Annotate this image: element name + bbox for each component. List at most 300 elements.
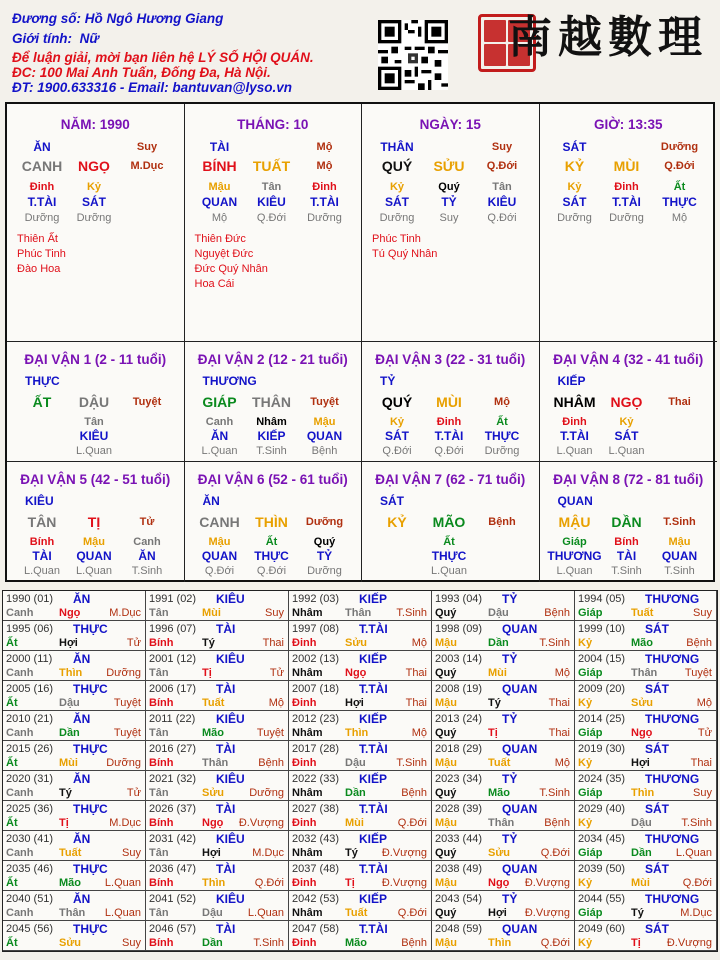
hidden-god: SÁT (82, 195, 106, 209)
year-cell (3, 891, 146, 921)
year-label: 2043 (54) (435, 893, 483, 905)
star-note: Phúc Tinh (17, 248, 66, 260)
year-god: KIÊU (216, 712, 245, 726)
year-label: 2026 (37) (149, 803, 197, 815)
hidden-god: THỰC (662, 195, 697, 209)
year-branch: Mão (59, 877, 81, 889)
dai-van-title: ĐẠI VẬN 1 (2 - 11 tuổi) (24, 352, 167, 367)
hidden-god: QUAN (76, 549, 112, 563)
hidden-god: QUAN (201, 549, 238, 563)
year-label: 1999 (10) (578, 623, 626, 635)
year-cell (3, 771, 146, 801)
dai-van-title: ĐẠI VẬN 2 (12 - 21 tuổi) (197, 352, 348, 367)
year-stem: Bính (149, 937, 174, 949)
name-label: Đương số: (12, 11, 81, 26)
year-phase: Tuyệt (113, 697, 141, 709)
year-stem: Nhâm (292, 787, 323, 799)
dai-van-phase: Thai (668, 396, 691, 408)
year-branch: Tị (631, 937, 641, 949)
year-cell (432, 711, 575, 741)
year-god: KIÊU (216, 592, 245, 606)
year-stem: Đinh (292, 757, 317, 769)
hidden-phase: Q.Đới (256, 212, 287, 224)
hidden-god: KIÊU (79, 429, 109, 443)
hidden-god: THƯƠNG (547, 549, 602, 563)
year-cell (432, 681, 575, 711)
year-branch: Mùi (345, 817, 364, 829)
hidden-god: SÁT (614, 429, 639, 443)
hidden-god: TỶ (441, 195, 457, 209)
year-cell (575, 621, 717, 651)
year-god: SÁT (645, 682, 669, 696)
year-phase: Thai (548, 727, 570, 739)
pillar-stem: CANH (21, 158, 63, 174)
year-stem: Bính (149, 697, 174, 709)
star-note: Đào Hoa (17, 263, 61, 275)
year-stem: Nhâm (292, 667, 323, 679)
year-god: T.TÀI (359, 862, 388, 876)
year-branch: Tuất (345, 907, 368, 919)
year-god: TỶ (502, 712, 518, 726)
year-branch: Tý (202, 637, 215, 649)
dai-van-stem: TÂN (27, 514, 57, 530)
hidden-phase: Q.Đới (434, 445, 464, 457)
year-branch: Ngọ (345, 667, 367, 679)
hidden-phase: T.Sinh (664, 565, 695, 577)
hidden-stem: Tân (492, 181, 512, 193)
year-phase: Q.Đới (540, 847, 570, 859)
year-god: THỰC (73, 802, 108, 816)
dai-van-phase: Dưỡng (305, 516, 344, 528)
year-branch: Tị (59, 817, 69, 829)
year-phase: T.Sinh (539, 787, 570, 799)
year-label: 1998 (09) (435, 623, 483, 635)
year-phase: T.Sinh (396, 607, 427, 619)
year-stem: Canh (6, 667, 34, 679)
year-stem: Tân (149, 607, 169, 619)
year-stem: Nhâm (292, 607, 323, 619)
year-label: 2009 (20) (578, 683, 626, 695)
year-stem: Quý (435, 907, 457, 919)
year-phase: Bệnh (686, 637, 712, 649)
year-cell (3, 741, 146, 771)
year-branch: Mùi (488, 667, 507, 679)
year-branch: Tý (59, 787, 72, 799)
year-stem: Tân (149, 787, 169, 799)
dai-van-phase: Tuyệt (310, 396, 339, 408)
year-phase: M.Dục (252, 847, 284, 859)
hidden-stem: Mậu (668, 536, 691, 548)
year-phase: Bệnh (401, 787, 427, 799)
year-phase: Đ.Vượng (524, 907, 570, 919)
year-phase: Đ.Vượng (238, 817, 284, 829)
year-phase: Đ.Vượng (524, 877, 570, 889)
year-stem: Ất (6, 697, 18, 709)
year-label: 2002 (13) (292, 653, 340, 665)
year-label: 2031 (42) (149, 833, 197, 845)
year-phase: Suy (693, 787, 712, 799)
year-phase: Suy (122, 937, 141, 949)
pillar-title: NGÀY: 15 (419, 117, 481, 132)
dai-van-god: ĂN (202, 494, 220, 508)
year-stem: Kỷ (578, 697, 593, 709)
year-god: KIÊU (216, 832, 245, 846)
year-phase: Đ.Vượng (381, 847, 427, 859)
year-phase: Thai (405, 697, 427, 709)
year-god: THỰC (73, 862, 108, 876)
year-cell (432, 891, 575, 921)
star-note: Hoa Cái (194, 278, 235, 290)
brand-logo-text: 南越數理 (508, 12, 708, 63)
year-cell (575, 651, 717, 681)
year-god: QUAN (502, 682, 538, 696)
year-stem: Tân (149, 727, 169, 739)
dai-van-god: KIẾP (557, 374, 586, 388)
hidden-stem: Giáp (562, 536, 587, 548)
pillar-branch: TUẤT (252, 158, 291, 174)
pillar-star: Suy (136, 141, 158, 153)
hidden-phase: L.Quan (201, 445, 238, 457)
year-branch: Thân (59, 907, 86, 919)
year-branch: Ngọ (488, 877, 510, 889)
year-stem: Quý (435, 667, 457, 679)
hidden-god: SÁT (562, 195, 587, 209)
year-label: 2007 (18) (292, 683, 340, 695)
hidden-phase: Q.Đới (382, 445, 412, 457)
hidden-god: T.TÀI (434, 429, 464, 443)
year-branch: Thân (488, 817, 515, 829)
consult-text: Để luận giải, mời bạn liên hệ LÝ SỐ HỘI QUÁN. (12, 50, 314, 65)
year-label: 2039 (50) (578, 863, 626, 875)
dai-van-god: KIÊU (25, 494, 54, 508)
year-label: 2048 (59) (435, 923, 483, 935)
hidden-god: SÁT (385, 429, 409, 443)
year-god: SÁT (645, 622, 669, 636)
year-cell (3, 711, 146, 741)
year-phase: Tử (269, 667, 284, 679)
star-note: Thiên Đức (194, 233, 246, 245)
year-phase: Dưỡng (106, 757, 141, 769)
dai-van-stem: KỶ (387, 514, 407, 530)
dai-van-title: ĐẠI VẬN 3 (22 - 31 tuổi) (375, 352, 526, 367)
year-phase: Thai (548, 697, 570, 709)
year-branch: Dậu (345, 757, 366, 769)
year-label: 2036 (47) (149, 863, 197, 875)
year-cell (575, 591, 717, 621)
year-cell (575, 711, 717, 741)
year-label: 2000 (11) (6, 653, 53, 665)
hidden-god: THỰC (254, 549, 289, 563)
hidden-god: KIẾP (257, 429, 286, 443)
hidden-god: QUAN (201, 195, 238, 209)
year-label: 2019 (30) (578, 743, 626, 755)
year-god: QUAN (502, 742, 538, 756)
year-branch: Thân (202, 757, 229, 769)
dai-van-cell (540, 342, 718, 462)
year-label: 2018 (29) (435, 743, 483, 755)
year-god: QUAN (502, 922, 538, 936)
star-note: Nguyệt Đức (194, 248, 254, 260)
year-phase: T.Sinh (396, 757, 427, 769)
star-note: Đức Quý Nhân (194, 263, 268, 275)
hidden-stem: Canh (133, 536, 161, 548)
year-branch: Tý (631, 907, 644, 919)
dai-van-phase: Mộ (494, 396, 510, 408)
year-phase: Bệnh (544, 817, 570, 829)
year-label: 2004 (15) (578, 653, 626, 665)
year-cell (289, 921, 432, 951)
year-god: TỶ (502, 832, 518, 846)
year-phase: T.Sinh (681, 817, 712, 829)
year-label: 2037 (48) (292, 863, 340, 875)
year-label: 2049 (60) (578, 923, 626, 935)
hidden-god: SÁT (385, 195, 409, 209)
year-cell (146, 831, 289, 861)
dai-van-stem: GIÁP (202, 394, 237, 410)
year-branch: Sửu (345, 637, 368, 649)
year-god: ĂN (73, 652, 91, 666)
year-stem: Canh (6, 847, 34, 859)
year-god: KIẾP (359, 652, 388, 666)
year-stem: Đinh (292, 637, 317, 649)
dai-van-cell (185, 462, 363, 582)
year-stem: Ất (6, 877, 18, 889)
year-label: 2017 (28) (292, 743, 340, 755)
pillar-cell (540, 104, 718, 342)
year-phase: Tuyệt (684, 667, 712, 679)
year-branch: Hợi (59, 637, 78, 649)
year-stem: Kỷ (578, 637, 593, 649)
pillar-stem: BÍNH (202, 158, 237, 174)
pillar-god: SÁT (562, 140, 587, 154)
dai-van-title: ĐẠI VẬN 7 (62 - 71 tuổi) (375, 472, 526, 487)
pillar-cell (362, 104, 540, 342)
year-phase: Bệnh (258, 757, 284, 769)
year-branch: Sửu (59, 937, 82, 949)
year-god: TÀI (216, 802, 236, 816)
dai-van-branch: NGỌ (610, 394, 643, 410)
dai-van-branch: DẬU (78, 394, 110, 410)
year-god: KIẾP (359, 592, 388, 606)
year-stem: Bính (149, 877, 174, 889)
year-branch: Sửu (631, 697, 654, 709)
year-phase: Suy (693, 607, 712, 619)
year-branch: Thìn (631, 787, 655, 799)
year-phase: Mộ (268, 697, 284, 709)
year-stem: Mậu (435, 757, 457, 769)
hidden-phase: L.Quan (556, 445, 593, 457)
hidden-phase: Dưỡng (307, 565, 342, 577)
dai-van-god: QUAN (557, 494, 593, 508)
hidden-phase: Suy (439, 212, 459, 224)
year-god: TỶ (502, 772, 518, 786)
dai-van-cell (185, 342, 363, 462)
year-label: 2014 (25) (578, 713, 626, 725)
year-cell (432, 771, 575, 801)
year-god: ĂN (73, 592, 91, 606)
year-phase: Q.Đới (682, 877, 712, 889)
pillar-star: Dưỡng (660, 141, 699, 153)
year-label: 2023 (34) (435, 773, 483, 785)
year-cell (146, 861, 289, 891)
hidden-stem: Bính (29, 536, 55, 548)
pillar-phase: M.Dục (130, 160, 164, 172)
year-phase: Tử (697, 727, 712, 739)
year-cell (3, 681, 146, 711)
pillar-cell (7, 104, 185, 342)
year-branch: Dần (59, 727, 80, 739)
year-phase: Q.Đới (397, 907, 427, 919)
dai-van-branch: THÂN (252, 394, 291, 410)
dai-van-cell (362, 462, 540, 582)
pillar-branch: NGỌ (78, 158, 110, 174)
year-stem: Đinh (292, 877, 317, 889)
year-phase: Thai (405, 667, 427, 679)
year-label: 2016 (27) (149, 743, 197, 755)
year-branch: Tý (345, 847, 358, 859)
year-stem: Nhâm (292, 907, 323, 919)
year-god: THỰC (73, 682, 108, 696)
year-stem: Đinh (292, 817, 317, 829)
year-god: KIÊU (216, 772, 245, 786)
year-cell (575, 831, 717, 861)
year-branch: Mão (488, 787, 510, 799)
year-label: 1990 (01) (6, 593, 54, 605)
dai-van-phase: T.Sinh (663, 516, 696, 528)
year-god: ĂN (73, 712, 91, 726)
year-stem: Giáp (578, 667, 603, 679)
year-stem: Giáp (578, 607, 603, 619)
year-phase: T.Sinh (253, 937, 284, 949)
year-label: 2046 (57) (149, 923, 197, 935)
year-phase: M.Dục (109, 607, 141, 619)
year-cell (289, 591, 432, 621)
hidden-phase: Mộ (211, 212, 228, 224)
year-phase: Mộ (411, 727, 427, 739)
pillar-phase: Mộ (316, 160, 333, 172)
year-god: KIÊU (216, 892, 245, 906)
pillar-phase: Q.Đới (664, 160, 695, 172)
dai-van-god: TỶ (380, 374, 396, 388)
year-cell (146, 591, 289, 621)
year-phase: Dưỡng (106, 667, 141, 679)
year-cell (289, 621, 432, 651)
year-cell (289, 741, 432, 771)
year-stem: Bính (149, 817, 174, 829)
year-branch: Dần (202, 937, 223, 949)
dai-van-branch: DẦN (611, 514, 642, 530)
year-branch: Thìn (345, 727, 369, 739)
year-god: T.TÀI (359, 742, 388, 756)
year-cell (3, 591, 146, 621)
name-value: Hồ Ngô Hương Giang (84, 11, 224, 26)
year-stem: Mậu (435, 937, 457, 949)
dai-van-stem: ẤT (32, 394, 52, 410)
year-cell (575, 771, 717, 801)
hidden-phase: Dưỡng (24, 212, 60, 224)
year-god: THƯƠNG (645, 772, 700, 786)
year-label: 1993 (04) (435, 593, 483, 605)
year-stem: Giáp (578, 847, 603, 859)
year-cell (432, 741, 575, 771)
year-branch: Thìn (59, 667, 83, 679)
year-label: 2008 (19) (435, 683, 483, 695)
hidden-stem: Đinh (436, 416, 462, 428)
year-phase: Q.Đới (540, 937, 570, 949)
year-stem: Canh (6, 607, 34, 619)
year-label: 1991 (02) (149, 593, 197, 605)
hidden-stem: Quý (438, 181, 460, 193)
year-branch: Tị (488, 727, 498, 739)
year-stem: Ất (6, 817, 18, 829)
year-stem: Kỷ (578, 877, 593, 889)
hidden-stem: Kỷ (389, 181, 405, 193)
hidden-stem: Bính (614, 536, 639, 548)
year-cell (3, 801, 146, 831)
year-branch: Tuất (202, 697, 225, 709)
year-branch: Hợi (202, 847, 221, 859)
year-god: KIẾP (359, 772, 388, 786)
year-cell (3, 831, 146, 861)
year-branch: Sửu (202, 787, 225, 799)
year-branch: Thân (345, 607, 372, 619)
contact-text[interactable]: ĐT: 1900.633316 - Email: bantuvan@lyso.vn (12, 80, 293, 95)
hidden-phase: Dưỡng (557, 212, 592, 224)
year-cell (146, 771, 289, 801)
year-phase: Tử (126, 787, 141, 799)
year-god: TÀI (216, 622, 236, 636)
hidden-phase: T.Sinh (131, 565, 163, 577)
year-stem: Tân (149, 907, 169, 919)
hidden-god: TÀI (616, 549, 637, 563)
year-stem: Ất (6, 637, 18, 649)
dai-van-stem: CANH (199, 514, 240, 530)
year-cell (146, 681, 289, 711)
star-note: Tú Quý Nhân (372, 248, 438, 260)
year-label: 2022 (33) (292, 773, 340, 785)
year-label: 2005 (16) (6, 683, 54, 695)
year-stem: Nhâm (292, 727, 323, 739)
year-label: 2033 (44) (435, 833, 483, 845)
year-god: THƯƠNG (645, 712, 700, 726)
dai-van-branch: MÙI (436, 394, 462, 410)
year-phase: Suy (122, 847, 141, 859)
year-label: 2032 (43) (292, 833, 340, 845)
year-cell (575, 741, 717, 771)
dai-van-title: ĐẠI VẬN 4 (32 - 41 tuổi) (553, 352, 704, 367)
year-god: THƯƠNG (645, 892, 700, 906)
year-phase: Đ.Vượng (381, 877, 427, 889)
year-label: 2006 (17) (149, 683, 197, 695)
year-branch: Sửu (488, 847, 511, 859)
dai-van-stem: QUÝ (381, 394, 413, 410)
year-stem: Kỷ (578, 757, 593, 769)
address-text: ĐC: 100 Mai Anh Tuấn, Đống Đa, Hà Nội. (12, 65, 271, 80)
pillar-stem: KỶ (564, 158, 585, 174)
year-cell (289, 801, 432, 831)
year-branch: Mùi (202, 607, 221, 619)
hidden-god: T.TÀI (612, 195, 641, 209)
pillar-star: Mộ (316, 141, 333, 153)
year-cell (432, 591, 575, 621)
hidden-phase: Dưỡng (76, 212, 112, 224)
year-label: 2015 (26) (6, 743, 54, 755)
pillar-god: ĂN (33, 140, 51, 154)
year-label: 1997 (08) (292, 623, 340, 635)
year-branch: Mão (202, 727, 224, 739)
dai-van-branch: THÌN (255, 514, 288, 530)
year-label: 1996 (07) (149, 623, 197, 635)
